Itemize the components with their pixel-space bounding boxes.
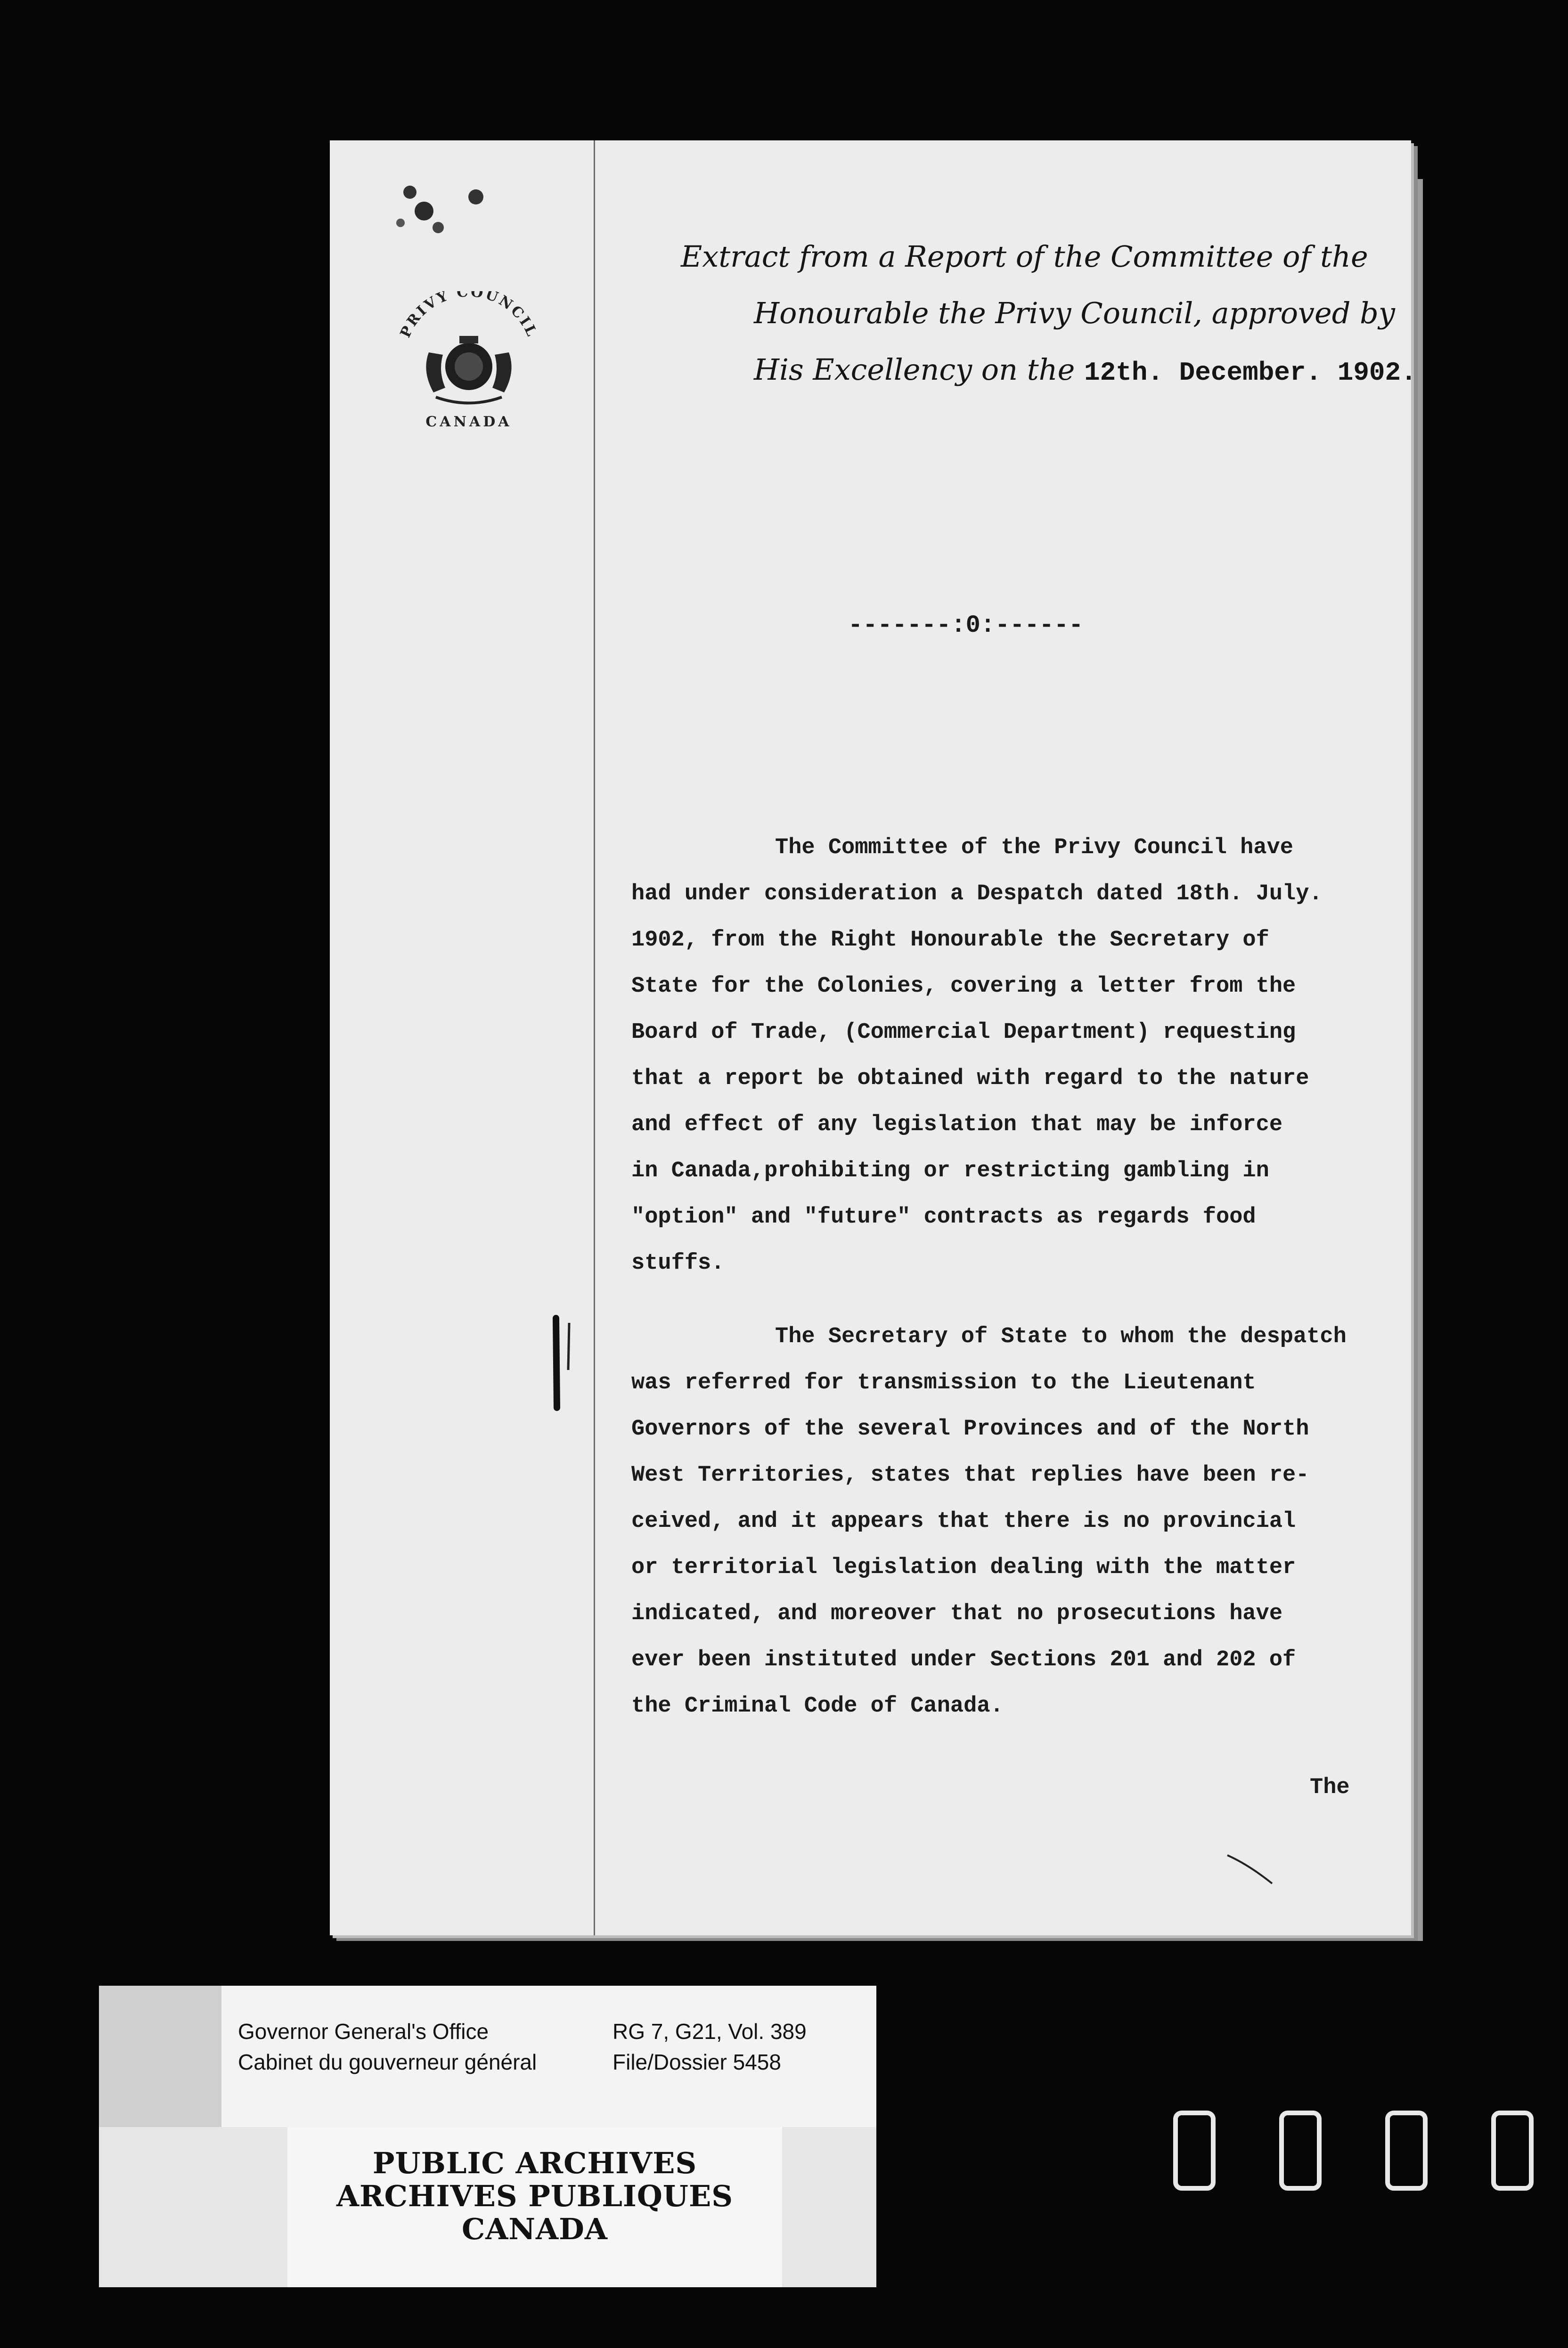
header-script-text: His Excellency on the (754, 352, 1075, 387)
report-header-line-2: Honourable the Privy Council, approved by (754, 296, 1395, 330)
ink-stamp-mark (382, 178, 495, 244)
para1-line: "option" and "future" contracts as regards food (631, 1205, 1256, 1230)
archive-title-country: CANADA (461, 2212, 608, 2246)
section-separator: -------:0:------ (848, 611, 1084, 639)
frame-counter-digit (1491, 2111, 1534, 2191)
para1-line: Board of Trade, (Commercial Department) requesting (631, 1020, 1296, 1045)
catchword: The (1310, 1775, 1350, 1800)
para1-line: in Canada,prohibiting or restricting gambling in (631, 1158, 1269, 1183)
para2-line: The Secretary of State to whom the despatch (775, 1324, 1347, 1349)
counter-digit-2: 0 (1292, 2205, 1298, 2215)
record-group-reference: RG 7, G21, Vol. 389 (612, 2019, 807, 2044)
archive-title-en: PUBLIC ARCHIVES (372, 2146, 697, 2180)
crest-top-text: PRIVY COUNCIL (397, 291, 541, 341)
office-name-fr: Cabinet du gouverneur général (238, 2050, 537, 2074)
crest-bottom-text: CANADA (425, 414, 512, 430)
office-name-en: Governor General's Office (238, 2019, 489, 2044)
counter-digit-4: 0 (1540, 2205, 1545, 2215)
para2-line: or territorial legislation dealing with the matter (631, 1555, 1296, 1580)
para2-line: the Criminal Code of Canada. (631, 1694, 1004, 1719)
privy-council-crest (389, 291, 549, 442)
margin-rule (594, 140, 595, 1935)
report-header-line-3 (754, 352, 1417, 388)
frame-counter-digit (1279, 2111, 1322, 2191)
frame-counter-digit (1173, 2111, 1216, 2191)
frame-counter-values (1168, 2205, 1545, 2224)
para1-line: and effect of any legislation that may be inforce (631, 1112, 1283, 1137)
report-header-line-1: Extract from a Report of the Committee of the (681, 239, 1368, 274)
para1-line: The Committee of the Privy Council have (775, 835, 1293, 860)
para2-line: was referred for transmission to the Lieutenant (631, 1370, 1256, 1395)
para1-line: that a report be obtained with regard to the nature (631, 1066, 1309, 1091)
margin-pencil-mark (547, 1313, 575, 1412)
archive-label-card (99, 1986, 876, 2297)
document-page (330, 140, 1417, 1935)
frame-counter-digit (1385, 2111, 1428, 2191)
counter-digit-3: 0 (1416, 2205, 1421, 2215)
para2-line: Governors of the several Provinces and of the North (631, 1417, 1309, 1442)
svg-text:PRIVY COUNCIL (397, 291, 540, 340)
para1-line: stuffs. (631, 1251, 725, 1276)
para2-line: West Territories, states that replies have been re- (631, 1463, 1309, 1488)
archive-title-fr: ARCHIVES PUBLIQUES (336, 2179, 734, 2213)
para2-line: ever been instituted under Sections 201 and 202 of (631, 1647, 1296, 1672)
para1-line: 1902, from the Right Honourable the Secretary of (631, 928, 1269, 953)
para2-line: indicated, and moreover that no prosecutions have (631, 1601, 1283, 1626)
para1-line: State for the Colonies, covering a letter from the (631, 974, 1296, 999)
report-date: 12th. December. 1902. (1084, 358, 1417, 388)
para1-line: had under consideration a Despatch dated 18th. July. (631, 881, 1323, 906)
counter-digit-1: 0 (1168, 2205, 1173, 2215)
corner-pencil-mark (1225, 1851, 1277, 1888)
para2-line: ceived, and it appears that there is no provincial (631, 1509, 1296, 1534)
file-dossier-number: File/Dossier 5458 (612, 2050, 781, 2074)
